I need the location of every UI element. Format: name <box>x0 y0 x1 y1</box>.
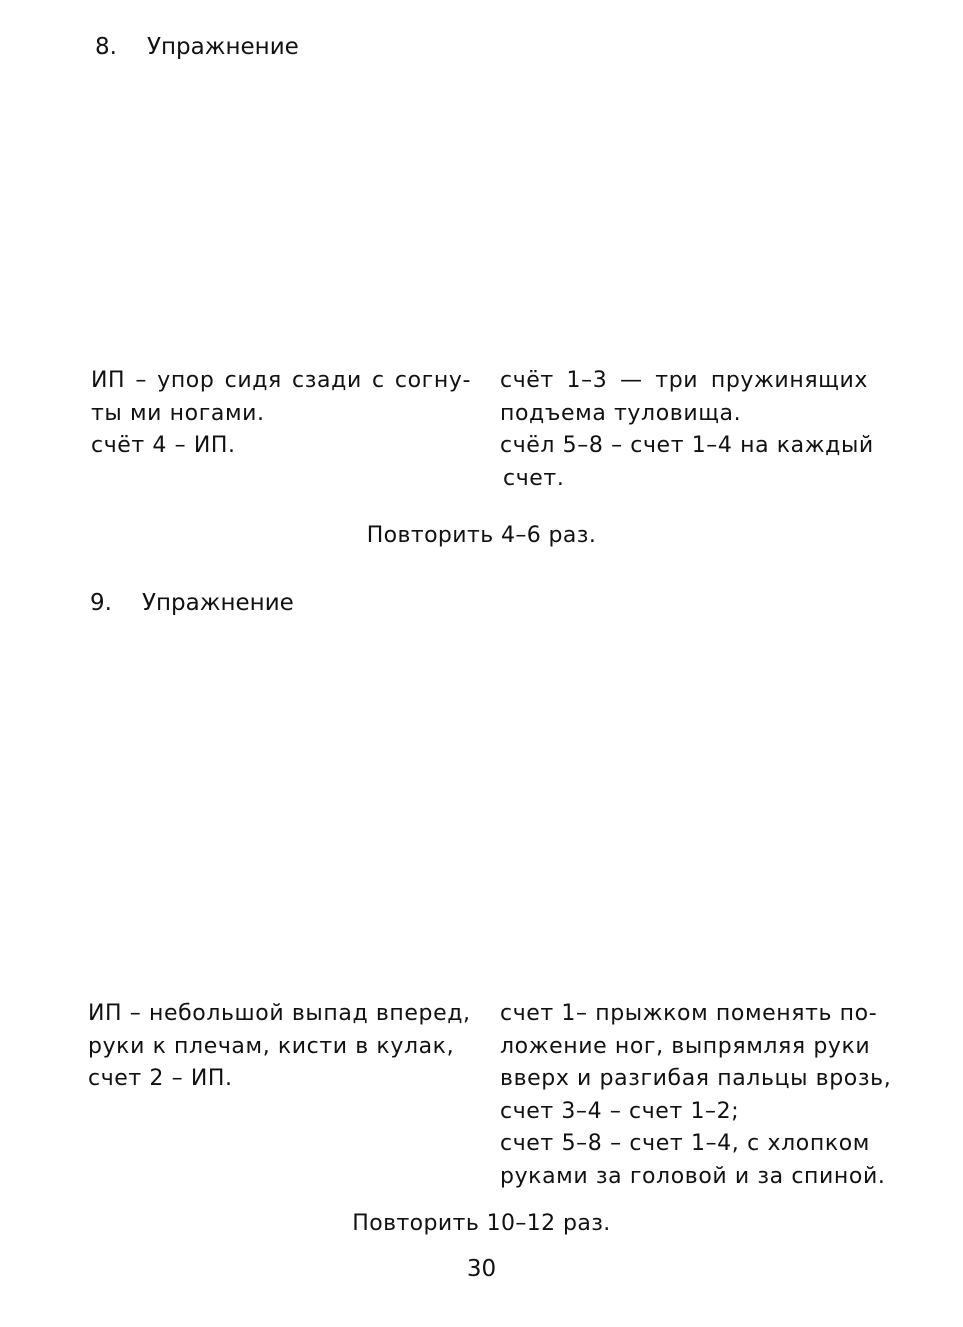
exercise-8-number: 8. <box>95 34 117 60</box>
exercise-8-right-line: счёл 5–8 – счет 1–4 на каждый <box>500 433 874 458</box>
exercise-9-right-line: счет 5–8 – счет 1–4, с хлопком <box>500 1131 870 1156</box>
exercise-9-right-column <box>500 998 892 1193</box>
exercise-9-right-line: счет 1– прыжком поменять по- <box>500 1001 878 1026</box>
exercise-9-left-column <box>88 998 471 1096</box>
exercise-8-left-line: счёт 4 – ИП. <box>91 433 236 458</box>
exercise-9-left-line: руки к плечам, кисти в кулак, <box>88 1033 455 1059</box>
exercise-8-left-column <box>91 365 471 463</box>
exercise-9-right-line: ложение ног, выпрямляя руки <box>500 1033 871 1059</box>
exercise-9-right-line: руками за головой и за спиной. <box>500 1163 886 1189</box>
exercise-9-title: Упражнение <box>142 590 294 616</box>
exercise-9-repeat: Повторить 10–12 раз. <box>352 1211 611 1236</box>
exercise-8-left-line: ИП – упор сидя сзади с согну- <box>91 368 471 393</box>
exercise-9-heading <box>90 590 294 616</box>
exercise-8-repeat: Повторить 4–6 раз. <box>366 523 597 548</box>
exercise-8-right-line: счёт 1–3 — три пружинящих <box>500 368 868 393</box>
page-number: 30 <box>466 1256 497 1282</box>
exercise-8-left-line: ты ми ногами. <box>91 400 265 426</box>
exercise-9-left-line: счет 2 – ИП. <box>88 1066 233 1091</box>
exercise-8-right-line: счет. <box>503 465 565 491</box>
exercise-8-title: Упражнение <box>147 34 299 60</box>
exercise-8-right-line: подъема туловища. <box>500 400 742 426</box>
exercise-9-right-line: счет 3–4 – счет 1–2; <box>500 1098 740 1124</box>
exercise-9-right-line: вверх и разгибая пальцы врозь, <box>500 1066 892 1091</box>
exercise-8-heading <box>95 34 299 60</box>
exercise-9-number: 9. <box>90 590 112 616</box>
exercise-9-left-line: ИП – небольшой выпад вперед, <box>88 1001 471 1026</box>
exercise-8-right-column <box>500 365 874 495</box>
